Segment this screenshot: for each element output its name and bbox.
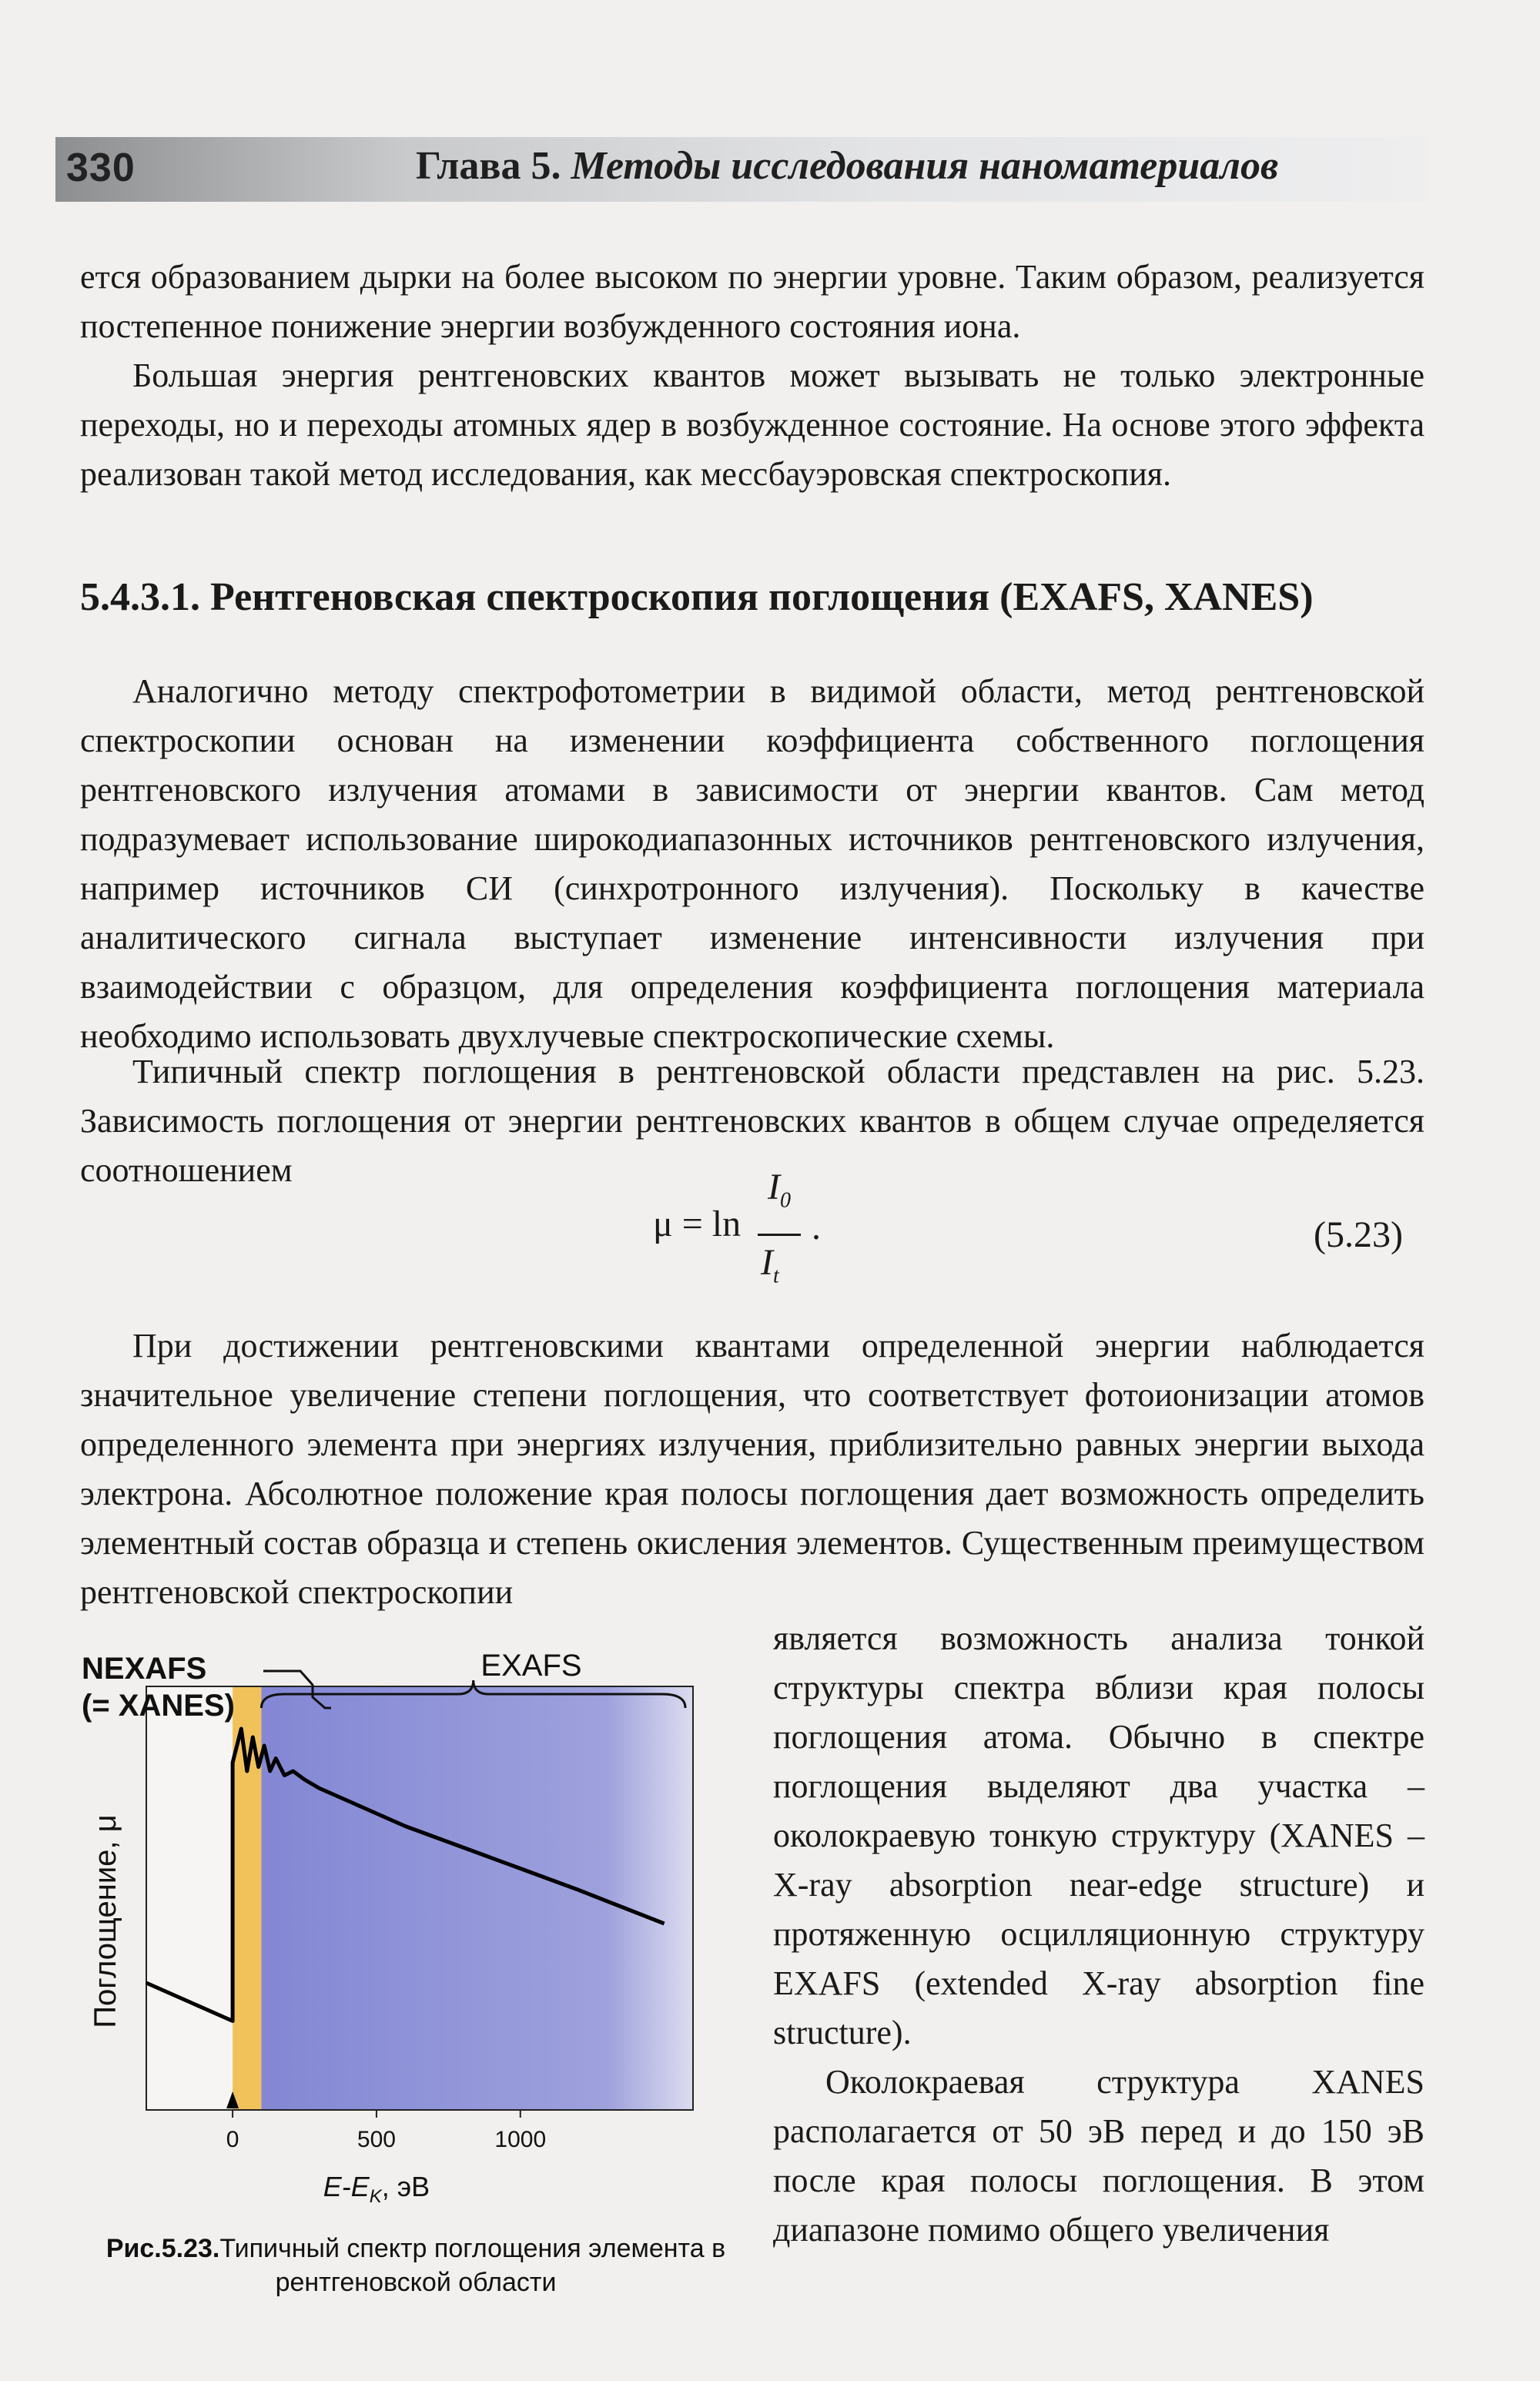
denominator-symbol: I [761,1242,773,1283]
paragraph-text: Аналогично методу спектрофотометрии в видимой области, метод рентгеновской спектроскопии основан на изменении коэффициента собственного поглощения рентгеновского излучения атомами в зависимости от энергии квантов. Сам метод подразумевает использование широкодиапазонных источников рентгеновского излучения, например источников СИ (синхротронного излучения). Поскольку в качестве аналитического сигнала выступает изменение интенсивности излучения при взаимодействии с образцом, для определения коэффициента поглощения материала необходимо использовать двухлучевые спектроскопические схемы. [80,672,1424,1055]
x-tick-label: 1000 [494,2127,547,2152]
paragraph-continued [80,253,1424,351]
paragraph-xanes-range [773,2058,1424,2255]
paragraph-text: При достижении рентгеновскими квантами определенной энергии наблюдается значительное увеличение степени поглощения, что соответствует фотоионизации атомов определенного элемента при энергиях излучения, приблизительно равных энергии выхода электрона. Абсолютное положение края полосы поглощения дает возможность определить элементный состав образца и степень окисления элементов. Существенным преимуществом рентгеновской спектроскопии [80,1327,1424,1611]
equation-lhs: μ = ln [653,1204,742,1244]
x-tick-label: 0 [226,2127,239,2152]
figure-caption [69,2232,762,2299]
pre-edge-area [146,1686,233,2110]
paragraph-text: Околокраевая структура XANES располагается от 50 эВ перед и до 150 эВ после края полосы поглощения. В этом диапазоне помимо общего увеличения [773,2063,1424,2249]
exafs-label: EXAFS [480,1649,582,1683]
absorption-spectrum-chart [69,1648,762,2233]
paragraph-mossbauer [80,351,1424,499]
chapter-label: Глава 5. [416,144,561,188]
numerator-symbol: I [768,1167,780,1207]
paragraph-text: является возможность анализа тонкой структуры спектра вблизи края полосы поглощения атома. Обычно в спектре поглощения выделяют два участка – околокраевую тонкую структуру (XANES – X-ray absorption near-edge structure) и протяженную осцилляционную структуру EXAFS (extended X-ray absorption fine structure). [773,1619,1424,2051]
equation-period: . [812,1207,821,1247]
x-tick-label: 500 [357,2127,396,2152]
fraction-bar [758,1234,801,1236]
paragraph-text: Большая энергия рентгеновских квантов может вызывать не только электронные переходы, но и переходы атомных ядер в возбужденное состояние. На основе этого эффекта реализован такой метод исследования, как мессбауэровская спектроскопия. [80,357,1424,493]
paragraph-typical-spectrum [80,1047,1424,1195]
paragraph-text: ется образованием дырки на более высоком по энергии уровне. Таким образом, реализуется постепенное понижение энергии возбужденного состояния иона. [80,258,1424,345]
paragraph-fine-structure [773,1614,1424,2058]
x-axis-label: $E-E_K$, эВ [323,2171,430,2207]
numerator-subscript: 0 [779,1188,791,1213]
equation-number: (5.23) [1314,1214,1403,1255]
section-heading: 5.4.3.1. Рентгеновская спектроскопия поглощения (EXAFS, XANES) [80,575,1314,619]
equation-denominator [761,1241,779,1289]
exafs-region-band [261,1686,693,2110]
equation-numerator [756,1166,802,1213]
denominator-subscript: t [772,1264,779,1288]
figure-5-23 [69,1648,762,2295]
equation-5-23 [653,1167,821,1288]
paragraph-photoionization [80,1321,1424,1617]
nexafs-label: NEXAFS [82,1652,207,1686]
caption-text: Типичный спектр поглощения элемента в рентгеновской области [219,2234,726,2297]
chapter-title [416,143,1417,189]
chapter-name: Методы исследования наноматериалов [571,144,1279,188]
paragraph-exafs [80,667,1424,1061]
page-number: 330 [66,146,136,190]
paragraph-text: Типичный спектр поглощения в рентгеновской области представлен на рис. 5.23. Зависимость поглощения от энергии рентгеновских квантов в общем случае определяется соотношением [80,1053,1424,1189]
y-axis-label: Поглощение, μ [89,1814,122,2028]
caption-label: Рис.5.23. [105,2234,220,2263]
xanes-label: (= XANES) [82,1689,235,1723]
